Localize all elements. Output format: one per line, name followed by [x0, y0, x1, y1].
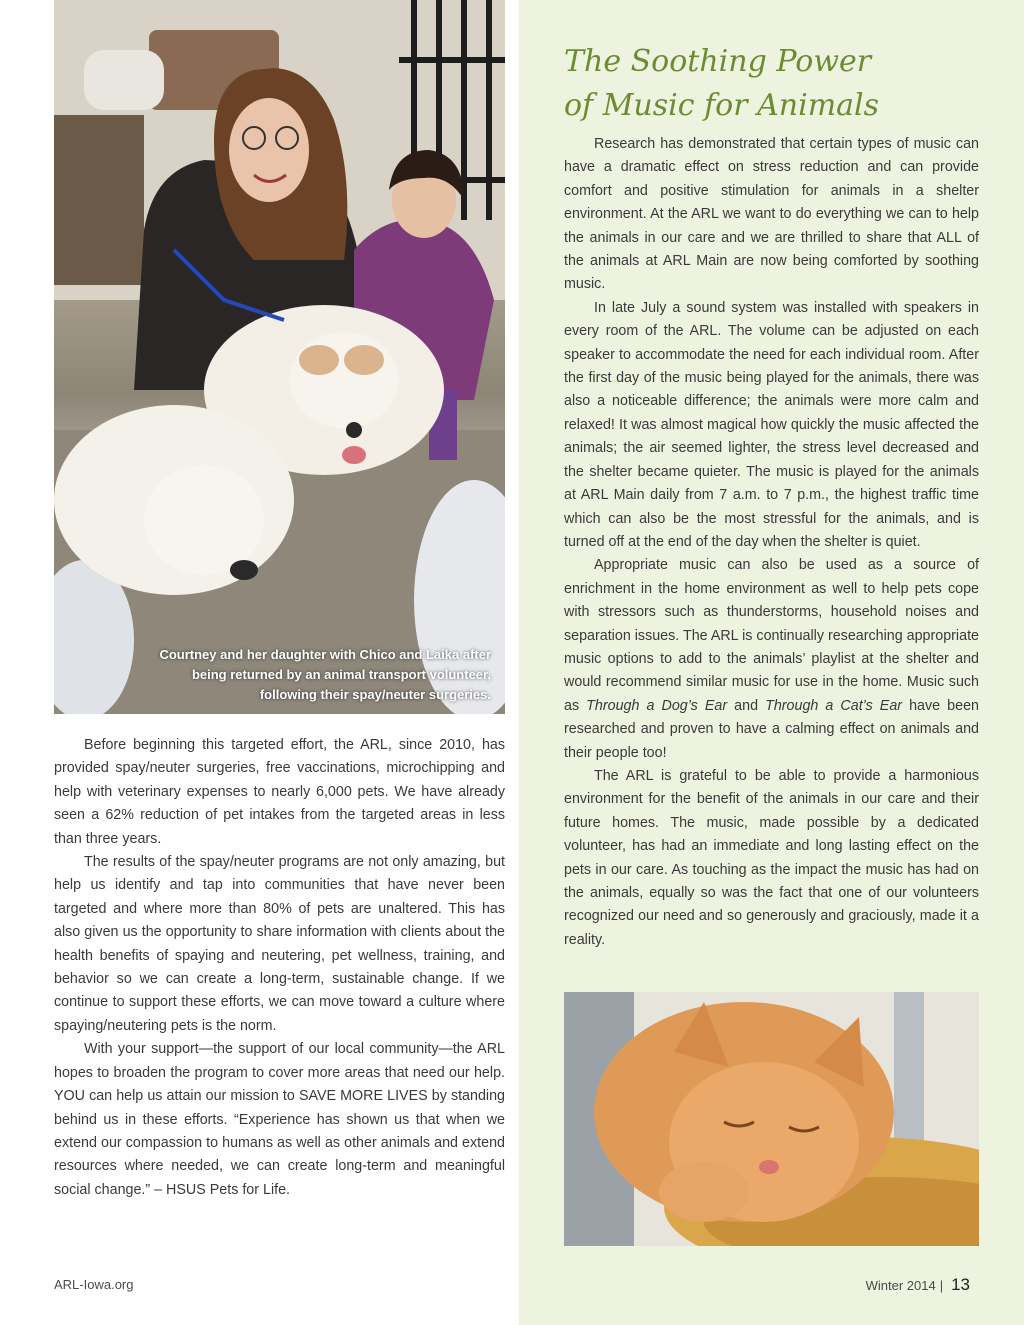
left-paragraph-2: The results of the spay/neuter programs are not only amazing, but help us identify and tap into communities that have never been targeted and where more than 80% of pets are unaltered. This has also given us the opportunity to share information with clients about the health benefits of spaying and neutering, pet wellness, training, and behavior so we can create a long-term, sustainable change. If we continue to support these efforts, we can move toward a culture where spaying/neutering pets is the norm.	[54, 854, 505, 1034]
music-title-dogs-ear: Through a Dog’s Ear	[586, 697, 728, 714]
caption-line-1: Courtney and her daughter with Chico and Laika after	[159, 647, 491, 662]
page-number: 13	[951, 1275, 970, 1294]
footer-issue-page	[866, 1275, 970, 1295]
article-paragraph-2: In late July a sound system was installed with speakers in every room of the ARL. The volume can be adjusted on each speaker to accommodate the need for each individual room. After the first day of the music being played for the animals, there was also a noticeable difference; the animals were more calm and relaxed! It was almost magical how quickly the music affected the animals; the air seemed lighter, the stress level decreased and the shelter became quieter. The music is played for the animals at ARL Main daily from 7 a.m. to 7 p.m., the highest traffic time which can also be the most stressful for the animals, and is turned off at the end of the day when the shelter is quiet.	[564, 299, 979, 550]
footer-separator: |	[939, 1278, 944, 1293]
caption-line-3: following their spay/neuter surgeries.	[259, 687, 491, 702]
left-paragraph-1: Before beginning this targeted effort, the ARL, since 2010, has provided spay/neuter surgeries, free vaccinations, microchipping and help with veterinary expenses to nearly 6,000 pets. We have already seen a 62% reduction of pet intakes from the targeted areas in less than three years.	[54, 737, 505, 847]
sleeping-kitten-photo	[564, 992, 979, 1246]
article-paragraph-1: Research has demonstrated that certain types of music can have a dramatic effect on stress reduction and can provide comfort and positive stimulation for animals in a shelter environment. At the ARL we want to do everything we can to help the animals in our care and we are thrilled to share that ALL of the animals at ARL Main are now being comforted by soothing music.	[564, 136, 979, 293]
article-title	[564, 40, 984, 128]
footer-issue: Winter 2014	[865, 1278, 936, 1293]
music-title-cats-ear: Through a Cat’s Ear	[765, 697, 903, 714]
article-paragraph-3-b: have been researched and proven to have a calming effect on animals and their people too!	[564, 697, 979, 761]
caption-line-2: being returned by an animal transport volunteer,	[191, 667, 491, 682]
footer-website: ARL-Iowa.org	[54, 1277, 134, 1292]
left-column-body	[54, 734, 505, 1202]
article-title-line-2: of Music for Animals	[564, 88, 880, 123]
article-paragraph-4: The ARL is grateful to be able to provide a harmonious environment for the benefit of the animals in our care and their future homes. The music, made possible by a dedicated volunteer, has had an immediate and long lasting effect on the pets in our care. As touching as the impact the music has had on the animals, equally so was the fact that one of our volunteers recognized our need and so generously and graciously, made it a reality.	[564, 767, 979, 948]
family-dogs-photo	[54, 0, 505, 714]
family-photo-caption	[111, 645, 491, 705]
family-photo-illustration	[54, 0, 505, 714]
kitten-photo-illustration	[564, 992, 979, 1246]
article-title-line-1: The Soothing Power	[564, 44, 872, 79]
article-body	[564, 133, 979, 952]
article-paragraph-3-and: and	[727, 697, 766, 714]
article-paragraph-3	[564, 554, 979, 765]
left-paragraph-3: With your support—the support of our local community—the ARL hopes to broaden the program to cover more areas that need our help. YOU can help us attain our mission to SAVE MORE LIVES by standing behind us in these efforts. “Experience has shown us that when we extend our compassion to humans as well as other animals and extend resources where needed, we can create long-term and meaningful social change.” – HSUS Pets for Life.	[54, 1041, 505, 1198]
article-paragraph-3-a: Appropriate music can also be used as a source of enrichment in the home environment as well to help pets cope with stressors such as thunderstorms, household noises and separation issues. The ARL is continually researching appropriate music options to add to the animals’ playlist at the shelter and would recommend similar music for use in the home. Music such as	[564, 557, 979, 714]
